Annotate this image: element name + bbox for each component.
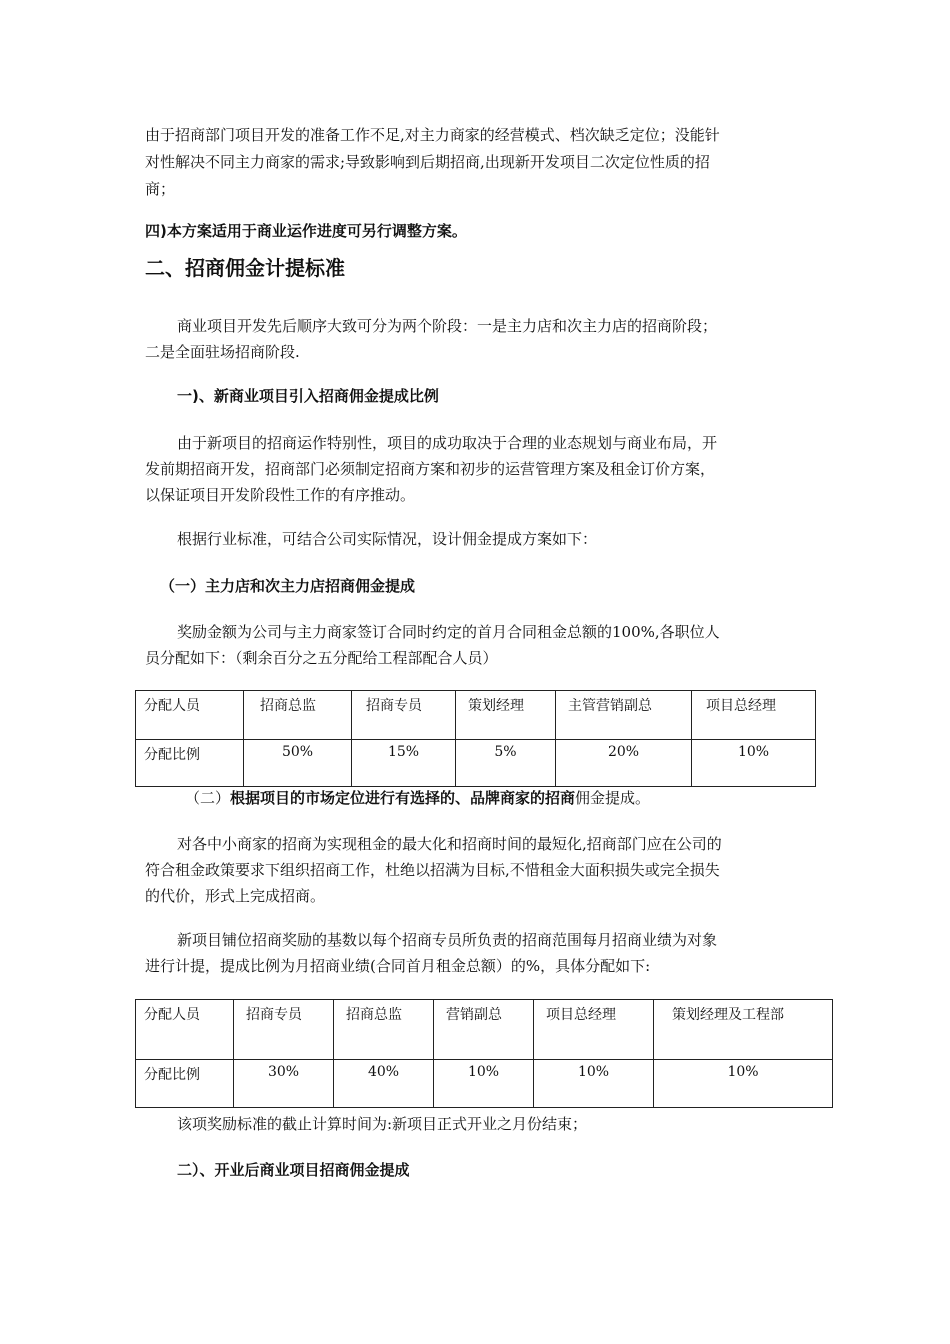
paragraph-line: 以保证项目开发阶段性工作的有序推动。 [145, 486, 416, 504]
paragraph-line: 符合租金政策要求下组织招商工作，杜绝以招满为目标,不惜租金大面积损失或完全损失 [145, 861, 720, 879]
subsection-heading [185, 786, 650, 810]
table-cell: 分配人员 [136, 691, 244, 740]
table-cell: 项目总经理 [692, 691, 816, 740]
table-cell: 策划经理 [456, 691, 556, 740]
paragraph-line: 新项目铺位招商奖励的基数以每个招商专员所负责的招商范围每月招商业绩为对象 [177, 931, 718, 949]
table-cell: 招商专员 [234, 1000, 334, 1060]
section-heading: 四)本方案适用于商业运作进度可另行调整方案。 [145, 222, 467, 240]
commission-table-1 [135, 690, 816, 787]
table-cell: 分配比例 [136, 740, 244, 787]
paragraph-line: 由于新项目的招商运作特别性，项目的成功取决于合理的业态规划与商业布局，开 [177, 434, 718, 452]
table-cell: 分配比例 [136, 1060, 234, 1108]
table-row [136, 1060, 833, 1108]
paragraph-line: 进行计提，提成比例为月招商业绩(合同首月租金总额）的%，具体分配如下: [145, 957, 651, 975]
table-row [136, 740, 816, 787]
paragraph-line: 员分配如下：（剩余百分之五分配给工程部配合人员） [145, 649, 498, 667]
paragraph-line: 发前期招商开发，招商部门必须制定招商方案和初步的运营管理方案及租金订价方案， [145, 460, 716, 478]
table-cell: 招商专员 [352, 691, 456, 740]
table-cell: 5% [456, 740, 556, 787]
subsection-title: 根据项目的市场定位进行有选择的、品牌商家的招商 [230, 789, 576, 807]
subsection-heading: 一)、新商业项目引入招商佣金提成比例 [177, 387, 439, 405]
table-cell: 项目总经理 [534, 1000, 654, 1060]
paragraph-line: 商； [145, 180, 176, 198]
table-cell: 10% [534, 1060, 654, 1108]
table-cell: 营销副总 [434, 1000, 534, 1060]
subsection-prefix: （二） [185, 789, 231, 807]
table-cell: 招商总监 [244, 691, 352, 740]
paragraph-line: 根据行业标准，可结合公司实际情况，设计佣金提成方案如下： [177, 530, 598, 548]
subsection-tail: 佣金提成。 [575, 789, 651, 807]
paragraph-line: 商业项目开发先后顺序大致可分为两个阶段：一是主力店和次主力店的招商阶段； [177, 317, 718, 335]
paragraph-line: 奖励金额为公司与主力商家签订合同时约定的首月合同租金总额的100%,各职位人 [177, 623, 720, 641]
table-cell: 20% [556, 740, 692, 787]
table-cell: 40% [334, 1060, 434, 1108]
table-cell: 分配人员 [136, 1000, 234, 1060]
table-cell: 10% [654, 1060, 833, 1108]
subsection-heading: （一）主力店和次主力店招商佣金提成 [160, 577, 416, 595]
table-cell: 30% [234, 1060, 334, 1108]
paragraph-line: 的代价，形式上完成招商。 [145, 887, 326, 905]
table-cell: 10% [692, 740, 816, 787]
table-cell: 15% [352, 740, 456, 787]
table-cell: 主管营销副总 [556, 691, 692, 740]
table-cell: 10% [434, 1060, 534, 1108]
table-cell: 招商总监 [334, 1000, 434, 1060]
paragraph-line: 二是全面驻场招商阶段. [145, 343, 300, 361]
paragraph-line: 由于招商部门项目开发的准备工作不足,对主力商家的经营模式、档次缺乏定位；没能针 [145, 126, 720, 144]
table-cell: 50% [244, 740, 352, 787]
paragraph-line: 该项奖励标准的截止计算时间为:新项目正式开业之月份结束； [177, 1115, 588, 1133]
table-header-row [136, 691, 816, 740]
table-header-row [136, 1000, 833, 1060]
paragraph-line: 对性解决不同主力商家的需求;导致影响到后期招商,出现新开发项目二次定位性质的招 [145, 153, 710, 171]
paragraph-line: 对各中小商家的招商为实现租金的最大化和招商时间的最短化,招商部门应在公司的 [177, 835, 722, 853]
table-cell: 策划经理及工程部 [654, 1000, 833, 1060]
chapter-heading: 二、招商佣金计提标准 [145, 256, 345, 280]
commission-table-2 [135, 999, 833, 1108]
subsection-heading: 二）、开业后商业项目招商佣金提成 [177, 1161, 410, 1179]
